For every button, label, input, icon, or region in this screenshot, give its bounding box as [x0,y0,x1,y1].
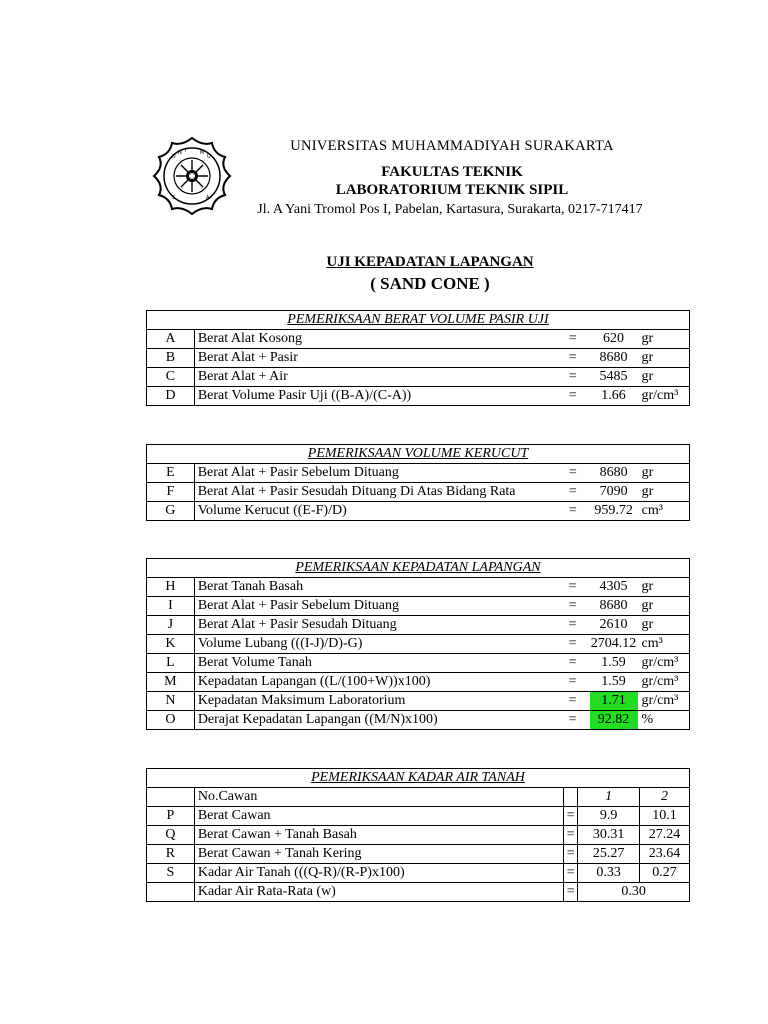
row-unit: cm³ [638,635,690,654]
table-row [147,616,690,635]
row-label: Berat Alat + Pasir Sesudah Dituang Di Atas Bidang Rata [194,483,556,502]
row-label: Berat Alat + Pasir Sebelum Dituang [194,597,555,616]
row-value: 1.66 [590,387,638,406]
row-value: 959.72 [590,502,638,521]
row-id: F [147,483,195,502]
row-value-1: 9.9 [578,807,640,826]
row-label: Berat Alat + Air [194,368,555,387]
table-row [147,864,690,883]
table-row [147,483,690,502]
row-id: L [147,654,195,673]
table-row [147,349,690,368]
row-id: I [147,597,195,616]
row-value-1: 25.27 [578,845,640,864]
row-label: Berat Volume Tanah [194,654,555,673]
row-unit: gr [637,330,689,349]
svg-text:A: A [206,195,210,201]
row-id: G [147,502,195,521]
row-label: Berat Volume Pasir Uji ((B-A)/(C-A)) [194,387,555,406]
row-value: 1.59 [590,673,638,692]
row-label: Berat Cawan + Tanah Basah [194,826,563,845]
row-unit: % [638,711,690,730]
row-unit: gr [638,578,690,597]
row-value: 8680 [590,464,638,483]
row-equals: = [556,349,590,368]
row-label: Berat Alat Kosong [194,330,555,349]
faculty-name: FAKULTAS TEKNIK [381,164,523,180]
row-unit: gr/cm³ [638,692,690,711]
table-row [147,788,690,807]
row-label: Kepadatan Lapangan ((L/(100+W))x100) [194,673,555,692]
page-subtitle: ( SAND CONE ) [370,274,490,293]
lab-name: LABORATORIUM TEKNIK SIPIL [335,182,569,198]
row-equals: = [556,330,590,349]
row-id: B [147,349,195,368]
row-label: Berat Alat + Pasir [194,349,555,368]
row-label: Volume Lubang (((I-J)/D)-G) [194,635,555,654]
row-id: R [147,845,195,864]
table-volume-kerucut [146,444,690,521]
row-label: Berat Cawan [194,807,563,826]
row-value: 4305 [590,578,638,597]
row-id: O [147,711,195,730]
table-row [147,673,690,692]
row-id: M [147,673,195,692]
row-label: Berat Alat + Pasir Sesudah Dituang [194,616,555,635]
row-id: S [147,864,195,883]
row-value: 2704.12 [590,635,638,654]
row-equals: = [556,502,590,521]
row-unit: gr [638,464,690,483]
row-value: 5485 [590,368,638,387]
table-row [147,330,690,349]
svg-text:S: S [172,195,176,201]
table-row [147,654,690,673]
cawan-label: No.Cawan [194,788,563,807]
svg-text:U: U [172,154,176,160]
row-value: 7090 [590,483,638,502]
row-label: Derajat Kepadatan Lapangan ((M/N)x100) [194,711,555,730]
row-unit: cm³ [638,502,690,521]
table-row [147,578,690,597]
avg-label: Kadar Air Rata-Rata (w) [194,883,563,902]
address: Jl. A Yani Tromol Pos I, Pabelan, Kartasura, Surakarta, 0217-717417 [257,202,643,217]
row-id: E [147,464,195,483]
table-row [147,368,690,387]
row-equals: = [564,807,578,826]
section-heading: PEMERIKSAAN KADAR AIR TANAH [147,769,690,788]
row-unit: gr [638,616,690,635]
table-row [147,502,690,521]
table-berat-volume-pasir [146,310,690,406]
row-value: 8680 [590,349,638,368]
row-value: 620 [590,330,638,349]
row-equals: = [556,711,590,730]
row-id: J [147,616,195,635]
row-value-2: 0.27 [640,864,690,883]
row-value: 1.59 [590,654,638,673]
row-value-1: 30.31 [578,826,640,845]
row-equals: = [564,864,578,883]
page-title: UJI KEPADATAN LAPANGAN [326,254,534,270]
table-row [147,464,690,483]
row-equals: = [556,673,590,692]
row-value-highlighted: 92.82 [590,711,638,730]
row-id: A [147,330,195,349]
table-row [147,597,690,616]
section-heading: PEMERIKSAAN KEPADATAN LAPANGAN [147,559,690,578]
row-equals: = [564,883,578,902]
row-value: 8680 [590,597,638,616]
table-row [147,826,690,845]
svg-text:U: U [207,154,211,160]
row-label: Kepadatan Maksimum Laboratorium [194,692,555,711]
avg-value: 0.30 [578,883,690,902]
row-equals: = [556,597,590,616]
row-id: D [147,387,195,406]
row-label: Berat Cawan + Tanah Kering [194,845,563,864]
row-equals: = [556,578,590,597]
row-label: Volume Kerucut ((E-F)/D) [194,502,556,521]
row-value-2: 23.64 [640,845,690,864]
row-label: Kadar Air Tanah (((Q-R)/(R-P)x100) [194,864,563,883]
row-id: K [147,635,195,654]
row-unit: gr/cm³ [638,673,690,692]
svg-text:M: M [200,150,205,156]
row-id: C [147,368,195,387]
row-unit: gr/cm³ [637,387,689,406]
table-kepadatan-lapangan [146,558,690,730]
svg-text:I: I [185,148,187,154]
section-heading: PEMERIKSAAN BERAT VOLUME PASIR UJI [147,311,690,330]
section-heading: PEMERIKSAAN VOLUME KERUCUT [147,445,690,464]
row-equals [564,788,578,807]
row-value-2: 27.24 [640,826,690,845]
table-row [147,845,690,864]
row-id [147,883,195,902]
row-value-1: 0.33 [578,864,640,883]
row-equals: = [556,692,590,711]
row-id [147,788,195,807]
row-equals: = [564,826,578,845]
svg-text:N: N [178,150,182,156]
table-row [147,807,690,826]
cawan-number: 2 [640,788,690,807]
row-id: P [147,807,195,826]
row-label: Berat Alat + Pasir Sebelum Dituang [194,464,556,483]
row-label: Berat Tanah Basah [194,578,555,597]
row-unit: gr [638,597,690,616]
table-row [147,387,690,406]
row-unit: gr [637,349,689,368]
table-row [147,692,690,711]
table-row [147,711,690,730]
row-id: N [147,692,195,711]
row-unit: gr [638,483,690,502]
row-equals: = [556,387,590,406]
row-equals: = [556,616,590,635]
cawan-number: 1 [578,788,640,807]
row-equals: = [556,483,590,502]
table-kadar-air-tanah [146,768,690,902]
row-equals: = [564,845,578,864]
row-equals: = [556,654,590,673]
row-value-2: 10.1 [640,807,690,826]
row-equals: = [556,368,590,387]
row-value-highlighted: 1.71 [590,692,638,711]
row-id: Q [147,826,195,845]
seal-icon [148,136,236,216]
table-row [147,883,690,902]
table-row [147,635,690,654]
university-name: UNIVERSITAS MUHAMMADIYAH SURAKARTA [290,138,614,154]
row-unit: gr [637,368,689,387]
row-id: H [147,578,195,597]
row-equals: = [556,635,590,654]
row-equals: = [556,464,590,483]
row-value: 2610 [590,616,638,635]
row-unit: gr/cm³ [638,654,690,673]
